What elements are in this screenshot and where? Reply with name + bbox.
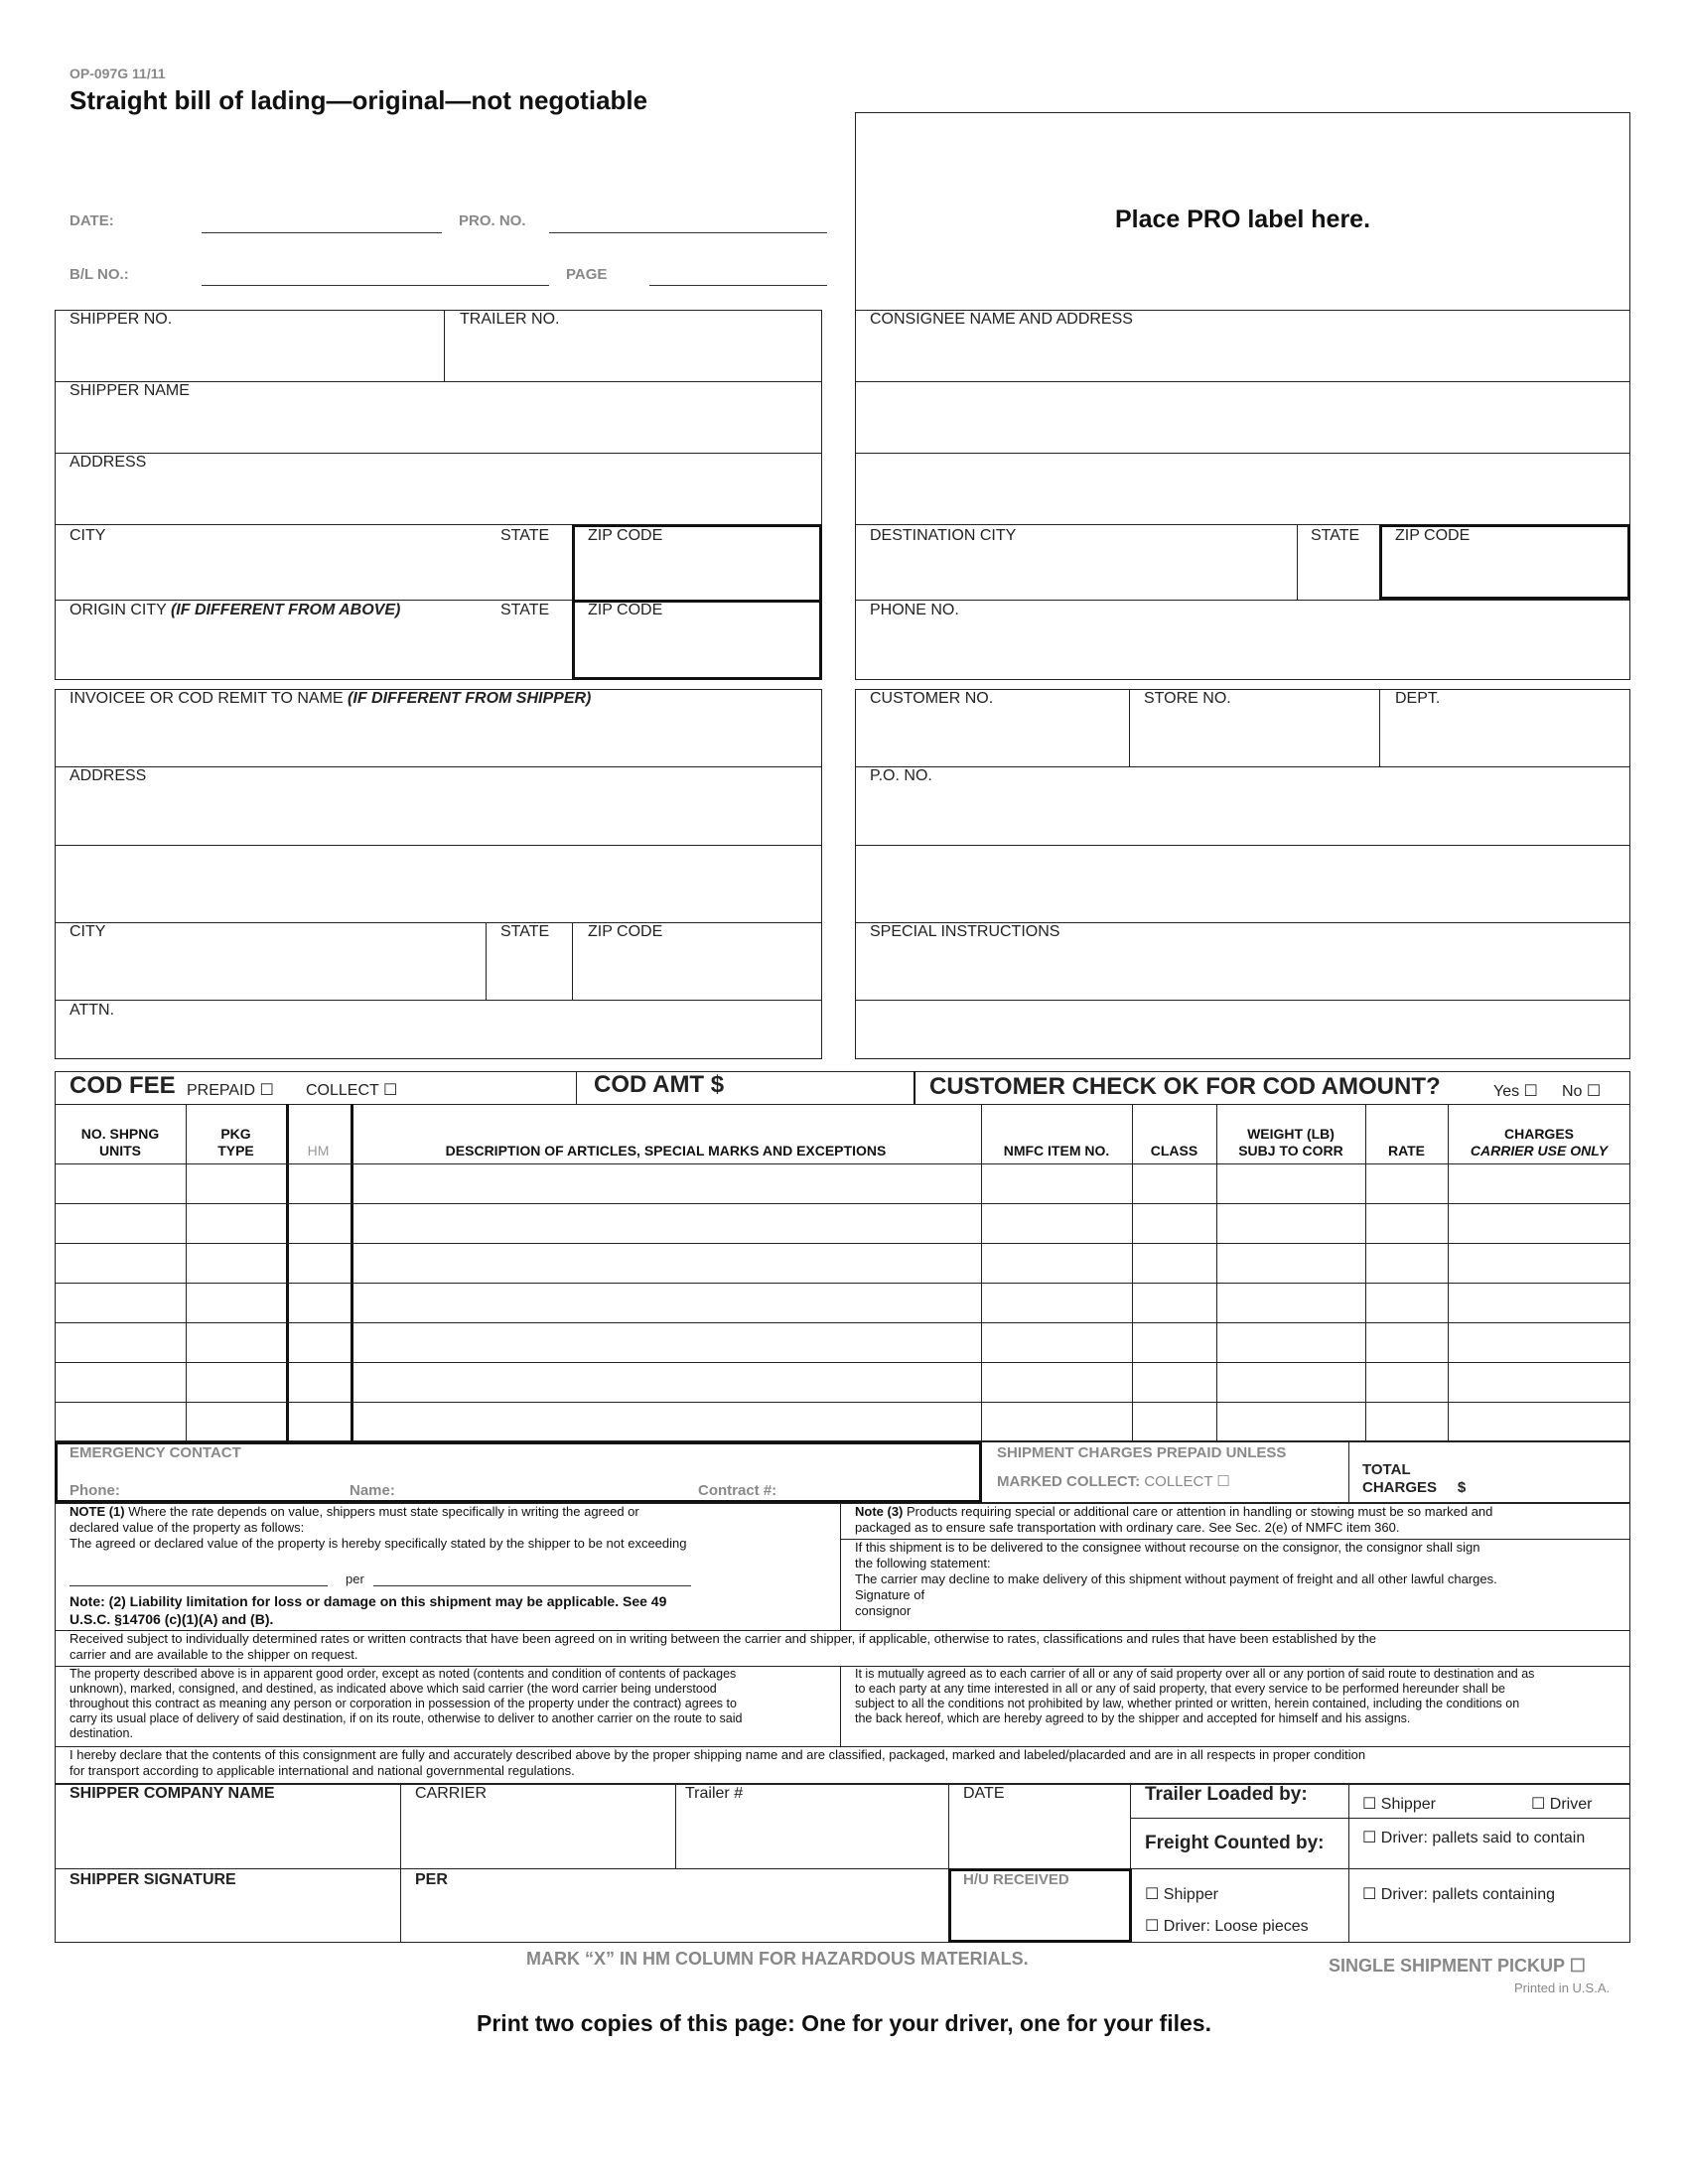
carrier-label: CARRIER <box>415 1785 488 1802</box>
page-title: Straight bill of lading—original—not negotiable <box>70 85 648 115</box>
special-instructions-label: SPECIAL INSTRUCTIONS <box>870 923 1060 940</box>
recourse-statement: If this shipment is to be delivered to the consignee without recourse on the consignor, the consignor shall sign the following statement: The carrier may decline to make delivery of this shipment without payment of freight and all other lawful charges. Signature of consignor <box>855 1540 1497 1618</box>
pallets-said-checkbox[interactable]: ☐ Driver: pallets said to contain <box>1362 1830 1586 1846</box>
emergency-contract: Contract #: <box>698 1482 777 1499</box>
col-rate: RATE <box>1387 1143 1426 1159</box>
emergency-phone: Phone: <box>70 1482 120 1499</box>
shipper-address-label: ADDRESS <box>70 454 147 471</box>
shipper-signature-label: SHIPPER SIGNATURE <box>70 1871 236 1888</box>
note-1: NOTE (1) Where the rate depends on value, shippers must state specifically in writing the agreed or declared value of the property as follows: The agreed or declared value of the property is hereby specifically stated by the shipper to be not exceeding <box>70 1504 687 1551</box>
note-1-per: per <box>346 1571 364 1586</box>
declared-per-field[interactable] <box>373 1585 691 1586</box>
prepaid-unless-label: SHIPMENT CHARGES PREPAID UNLESS <box>997 1444 1287 1461</box>
single-pickup-checkbox[interactable]: SINGLE SHIPMENT PICKUP ☐ <box>1329 1956 1586 1976</box>
phone-label: PHONE NO. <box>870 602 959 618</box>
printed-in: Printed in U.S.A. <box>1514 1980 1611 1995</box>
attn-label: ATTN. <box>70 1002 115 1019</box>
cod-fee-label: COD FEE <box>70 1072 176 1099</box>
dept-label: DEPT. <box>1395 690 1441 707</box>
form-code: OP-097G 11/11 <box>70 66 166 81</box>
bl-field[interactable] <box>202 285 549 286</box>
date-sign-label: DATE <box>963 1785 1005 1802</box>
note-3: Note (3) Products requiring special or additional care or attention in handling or stowing must be so marked and packaged as to ensure safe transportation with ordinary care. See Sec. 2(e) of NMFC item 360. <box>855 1504 1493 1535</box>
freight-counted-label: Freight Counted by: <box>1145 1833 1325 1853</box>
dest-zip-label: ZIP CODE <box>1395 527 1471 544</box>
customer-no-label: CUSTOMER NO. <box>870 690 994 707</box>
received-statement: Received subject to individually determined rates or written contracts that have been agreed on in writing between the carrier and shipper, if applicable, otherwise to rates, classifications and rules that have been established by the carrier and are available to the shipper on request. <box>70 1631 1376 1662</box>
mutual-agreement: It is mutually agreed as to each carrier of all or any of said property over all or any portion of said route to destination and as to each party at any time interested in all or any of said property, that every service to be performed hereunder shall be subject to all the conditions not prohibited by law, whether printed or written, herein contained, including the conditions on the back hereof, which are hereby agreed to by the shipper and accepted for himself and his assigns. <box>855 1667 1535 1725</box>
pro-field[interactable] <box>549 232 827 233</box>
col-units: NO. SHPNG UNITS <box>80 1126 160 1159</box>
col-charges: CHARGES CARRIER USE ONLY <box>1470 1126 1609 1159</box>
col-pkg-type: PKG TYPE <box>217 1126 254 1159</box>
print-copies-note: Print two copies of this page: One for your driver, one for your files. <box>477 2010 1211 2036</box>
counted-shipper-checkbox[interactable]: ☐ Shipper <box>1145 1886 1218 1903</box>
cod-no-checkbox[interactable]: No ☐ <box>1562 1083 1602 1100</box>
hazmat-note: MARK “X” IN HM COLUMN FOR HAZARDOUS MATERIALS. <box>526 1949 1029 1969</box>
declaration-statement: I hereby declare that the contents of this consignment are fully and accurately described above by the proper shipping name and are classified, packaged, marked and labeled/placarded and are in all respects in proper condition for transport according to applicable international and national governmental regulations. <box>70 1747 1366 1778</box>
origin-zip-label: ZIP CODE <box>588 602 663 618</box>
cod-yes-checkbox[interactable]: Yes ☐ <box>1493 1083 1538 1100</box>
invoicee-label: INVOICEE OR COD REMIT TO NAME (IF DIFFERENT FROM SHIPPER) <box>70 690 592 707</box>
cod-prepaid-checkbox[interactable]: PREPAID ☐ <box>187 1082 274 1099</box>
marked-collect-checkbox[interactable]: COLLECT ☐ <box>1144 1473 1230 1490</box>
col-description: DESCRIPTION OF ARTICLES, SPECIAL MARKS AND EXCEPTIONS <box>445 1143 887 1159</box>
emergency-name: Name: <box>350 1482 395 1499</box>
consignee-section <box>855 310 1630 680</box>
pro-label-text: Place PRO label here. <box>1114 205 1371 233</box>
origin-city-label: ORIGIN CITY (IF DIFFERENT FROM ABOVE) <box>70 602 401 618</box>
invoicee-city-label: CITY <box>70 923 106 940</box>
po-no-label: P.O. NO. <box>870 767 932 784</box>
col-hm: HM <box>307 1143 330 1159</box>
customer-section <box>855 689 1630 1059</box>
col-weight: WEIGHT (LB) SUBJ TO CORR <box>1238 1126 1343 1159</box>
shipper-city-label: CITY <box>70 527 106 544</box>
origin-state-label: STATE <box>500 602 550 618</box>
invoicee-zip-label: ZIP CODE <box>588 923 663 940</box>
dest-city-label: DESTINATION CITY <box>870 527 1017 544</box>
trailer-no-label: TRAILER NO. <box>460 311 560 328</box>
trailer-number-label: Trailer # <box>685 1785 744 1802</box>
shipper-name-label: SHIPPER NAME <box>70 382 190 399</box>
store-no-label: STORE NO. <box>1144 690 1231 707</box>
invoicee-section <box>55 689 822 1059</box>
col-nmfc: NMFC ITEM NO. <box>1003 1143 1110 1159</box>
note-2: Note: (2) Liability limitation for loss or damage on this shipment may be applicable. See 49 U.S.C. §14706 (c)(1)(A) and (B). <box>70 1593 667 1627</box>
cod-amt-label: COD AMT $ <box>594 1071 725 1098</box>
page-field[interactable] <box>649 285 827 286</box>
marked-collect-label: MARKED COLLECT: COLLECT ☐ <box>997 1473 1230 1490</box>
pro-label: PRO. NO. <box>459 212 526 229</box>
shipper-zip-label: ZIP CODE <box>588 527 663 544</box>
date-field[interactable] <box>202 232 442 233</box>
loaded-driver-checkbox[interactable]: ☐ Driver <box>1531 1796 1593 1813</box>
loaded-shipper-checkbox[interactable]: ☐ Shipper <box>1362 1796 1436 1813</box>
per-label: PER <box>415 1871 448 1888</box>
pro-label-box <box>855 112 1630 311</box>
shipper-company-label: SHIPPER COMPANY NAME <box>70 1785 275 1802</box>
hu-received-label: H/U RECEIVED <box>963 1871 1069 1888</box>
shipper-state-label: STATE <box>500 527 550 544</box>
date-label: DATE: <box>70 212 114 229</box>
emergency-title: EMERGENCY CONTACT <box>70 1444 241 1461</box>
total-charges-label: TOTAL CHARGES $ <box>1362 1461 1467 1496</box>
invoicee-address-label: ADDRESS <box>70 767 147 784</box>
dest-state-label: STATE <box>1311 527 1360 544</box>
trailer-loaded-label: Trailer Loaded by: <box>1145 1784 1308 1805</box>
page-label: PAGE <box>566 266 608 283</box>
cod-collect-checkbox[interactable]: COLLECT ☐ <box>306 1082 398 1099</box>
consignee-label: CONSIGNEE NAME AND ADDRESS <box>870 311 1133 328</box>
pallets-containing-checkbox[interactable]: ☐ Driver: pallets containing <box>1362 1886 1555 1903</box>
bl-label: B/L NO.: <box>70 266 129 283</box>
invoicee-state-label: STATE <box>500 923 550 940</box>
shipper-no-label: SHIPPER NO. <box>70 311 173 328</box>
declared-value-field[interactable] <box>70 1585 328 1586</box>
col-class: CLASS <box>1150 1143 1198 1159</box>
driver-loose-checkbox[interactable]: ☐ Driver: Loose pieces <box>1145 1918 1309 1935</box>
property-statement: The property described above is in apparent good order, except as noted (contents and condition of contents of packages unknown), marked, consigned, and destined, as indicated above which said carrier (the word carrier being understood throughout this contract as meaning any person or corporation in possession of the property under the contract) agrees to carry its usual place of delivery of said destination, if on its route, otherwise to deliver to another carrier on the route to said destination. <box>70 1667 743 1740</box>
cod-check-label: CUSTOMER CHECK OK FOR COD AMOUNT? <box>929 1073 1441 1100</box>
